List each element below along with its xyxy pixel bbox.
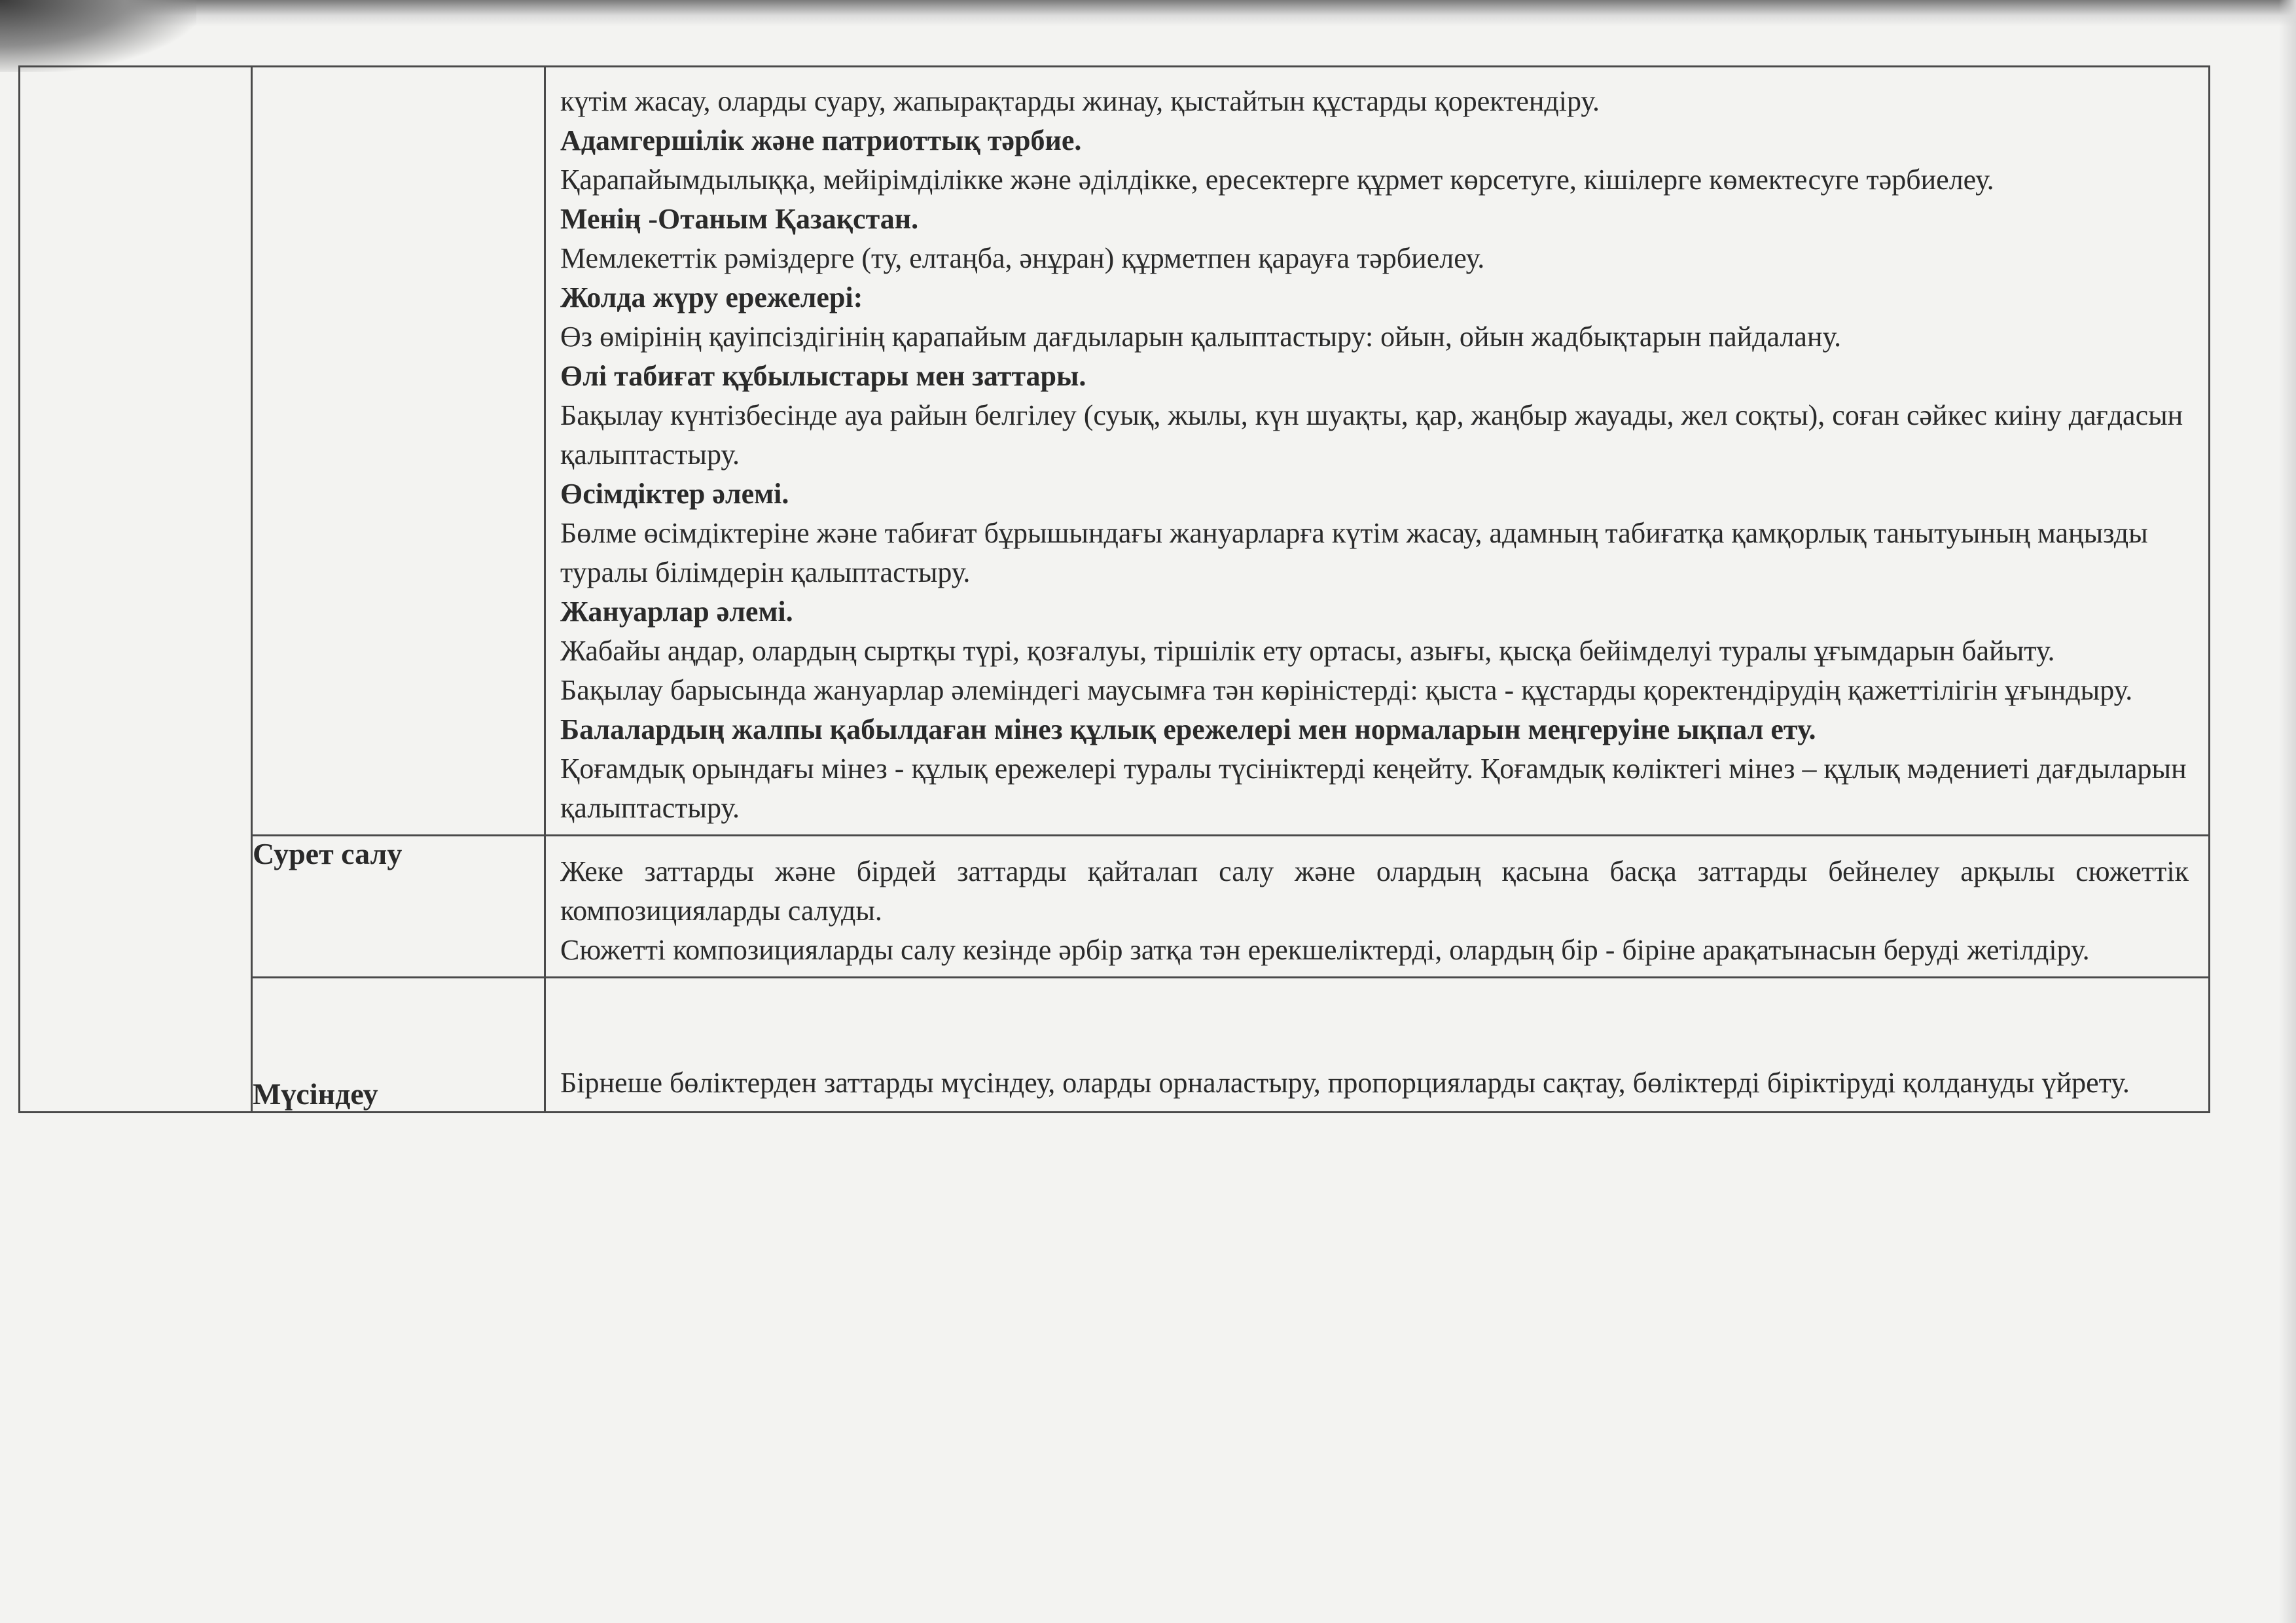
section-title: Жануарлар әлемі.	[560, 596, 793, 628]
drawing-label: Сурет салу	[252, 836, 545, 978]
section-text: Қоғамдық орындағы мінез - құлық ережелері туралы түсініктерді кеңейту. Қоғамдық көліктегі мінез – құлық мәдениеті дағдыларын қалыптастыру.	[560, 753, 2187, 824]
table-row-drawing	[20, 836, 2210, 978]
section-title: Адамгершілік және патриоттық тәрбие.	[560, 124, 1082, 156]
drawing-text: Жеке заттарды және бірдей заттарды қайталап салу және олардың қасына басқа заттарды бейнелеу арқылы сюжеттік композицияларды салуды.	[560, 855, 2189, 927]
scan-shadow	[0, 0, 2296, 26]
section-title: Өлі табиғат құбылыстары мен заттары.	[560, 360, 1086, 392]
section-text: Мемлекеттік рәміздерге (ту, елтаңба, әнұран) құрметпен қарауға тәрбиелеу.	[560, 242, 1485, 274]
cell-drawing-content	[545, 836, 2210, 978]
section-text: Қарапайымдылыққа, мейірімділікке және әділдікке, ересектерге құрмет көрсетуге, кішілерге көмектесуге тәрбиелеу.	[560, 164, 1994, 196]
cell-main-content	[545, 67, 2210, 836]
section-title: Жолда жүру ережелері:	[560, 281, 863, 313]
section-text: Жабайы аңдар, олардың сыртқы түрі, қозғалуы, тіршілік ету ортасы, азығы, қысқа бейімделуі туралы ұғымдарын байыту.	[560, 635, 2055, 667]
table-row-modeling	[20, 978, 2210, 1113]
section-title: Менің -Отаным Қазақстан.	[560, 203, 919, 235]
intro-line: күтім жасау, оларды суару, жапырақтарды жинау, қыстайтын құстарды қоректендіру.	[560, 85, 1600, 117]
table-row-main	[20, 67, 2210, 836]
scan-corner	[0, 0, 196, 72]
page-right-edge	[2279, 0, 2296, 1623]
cell-empty-first-column	[20, 67, 252, 1113]
section-text: Бақылау күнтізбесінде ауа райын белгілеу (суық, жылы, күн шуақты, қар, жаңбыр жауады, жел соқты), соған сәйкес киіну дағдасын қалыптастыру.	[560, 399, 2183, 471]
section-text: Бақылау барысында жануарлар әлеміндегі маусымға тән көріністерді: қыста - құстарды қоректендірудің қажеттілігін ұғындыру.	[560, 674, 2133, 706]
section-text: Бөлме өсімдіктеріне және табиғат бұрышындағы жануарларға күтім жасау, адамның табиғатқа қамқорлық танытуының маңызды туралы білімдерін қалыптастыру.	[560, 517, 2148, 588]
cell-empty-label	[252, 67, 545, 836]
section-text: Өз өмірінің қауіпсіздігінің қарапайым дағдыларын қалыптастыру: ойын, ойын жадбықтарын пайдалану.	[560, 321, 1842, 353]
drawing-text: Сюжетті композицияларды салу кезінде әрбір затқа тән ерекшеліктерді, олардың бір - біріне арақатынасын беруді жетілдіру.	[560, 934, 2090, 966]
curriculum-table	[18, 65, 2210, 1113]
modeling-label: Мүсіндеу	[252, 978, 545, 1113]
modeling-text: Бірнеше бөліктерден заттарды мүсіндеу, оларды орналастыру, пропорцияларды сақтау, бөліктерді біріктіруді қолдануды үйрету.	[560, 1067, 2130, 1099]
section-title: Балалардың жалпы қабылдаған мінез құлық ережелері мен нормаларын меңгеруіне ықпал ету.	[560, 713, 1816, 745]
section-title: Өсімдіктер әлемі.	[560, 478, 789, 510]
cell-modeling-content	[545, 978, 2210, 1113]
